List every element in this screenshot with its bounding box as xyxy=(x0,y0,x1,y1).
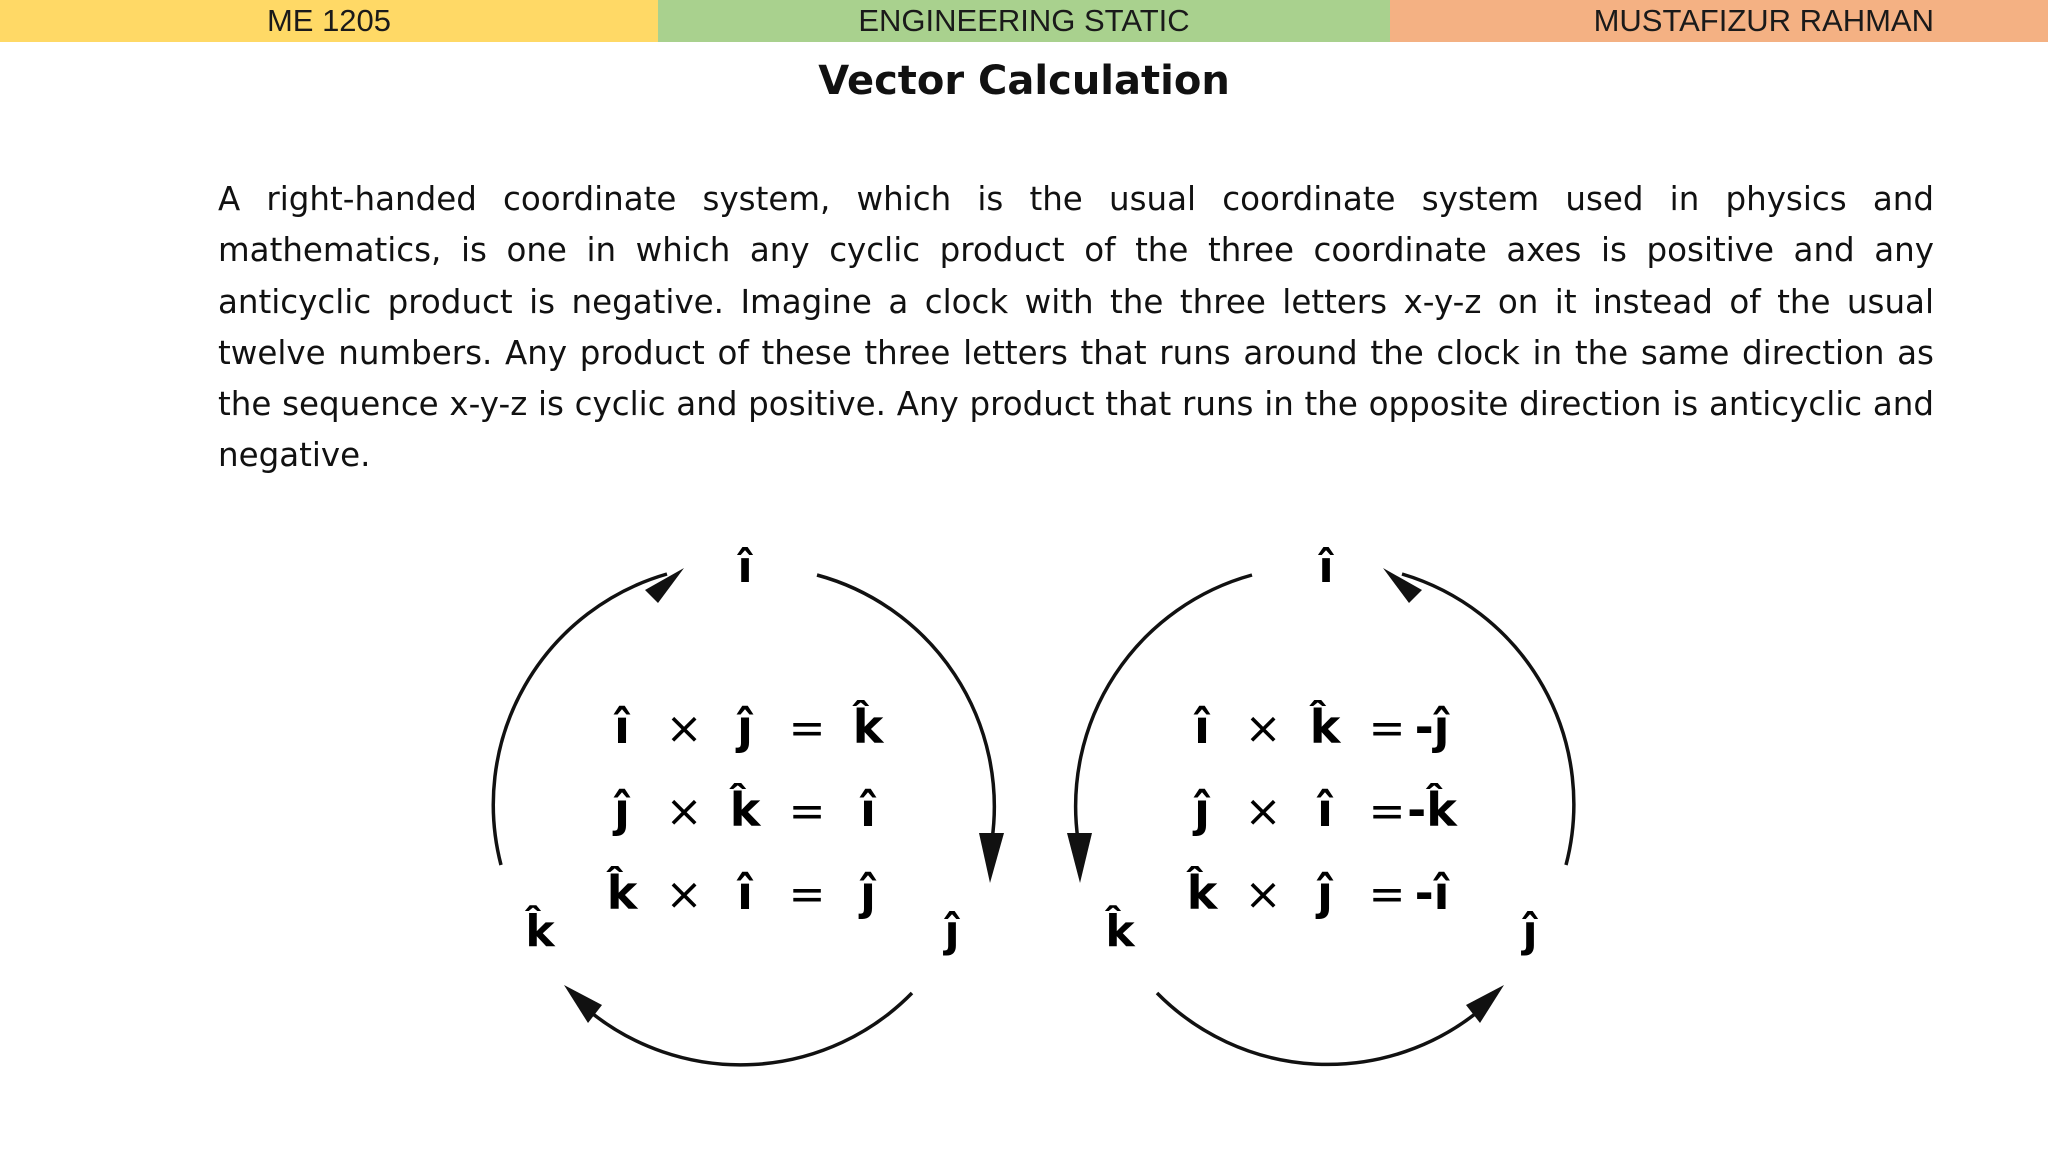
anticyclic-row1-a: î xyxy=(1194,700,1210,754)
anticyclic-row2-eq: = xyxy=(1368,786,1406,837)
anticyclic-row2-a: ĵ xyxy=(1194,783,1210,837)
header-course-name: ENGINEERING STATIC xyxy=(658,0,1390,42)
cyclic-row2-eq: = xyxy=(788,786,826,837)
anticyclic-row3-eq: = xyxy=(1368,869,1406,920)
anticyclic-row2-b: î xyxy=(1317,783,1333,837)
anticyclic-equation-row xyxy=(1192,783,1458,837)
header-course-code: ME 1205 xyxy=(0,0,658,42)
cyclic-row1-a: î xyxy=(614,700,630,754)
anticyclic-arc-left xyxy=(1076,575,1252,840)
cyclic-row3-a: k̂ xyxy=(606,866,638,920)
cyclic-label-top: î xyxy=(737,542,753,593)
cyclic-equation-row xyxy=(613,700,885,754)
anticyclic-row3-op: × xyxy=(1244,869,1282,920)
header-author: MUSTAFIZUR RAHMAN xyxy=(1390,0,2048,42)
cyclic-equation-row xyxy=(612,783,877,837)
cyclic-arrow-right xyxy=(979,833,1004,883)
anticyclic-equation-row xyxy=(1193,700,1451,754)
cyclic-row2-b: k̂ xyxy=(729,783,761,837)
anticyclic-arrow-left xyxy=(1067,833,1092,883)
anticyclic-row3-b: ĵ xyxy=(1317,866,1333,920)
anticyclic-label-top: î xyxy=(1318,542,1334,593)
anticyclic-label-left: k̂ xyxy=(1105,906,1135,957)
cyclic-row3-eq: = xyxy=(788,869,826,920)
cyclic-arc-left xyxy=(493,574,667,865)
cyclic-row1-op: × xyxy=(665,703,703,754)
anticyclic-row1-eq: = xyxy=(1368,703,1406,754)
anticyclic-row2-op: × xyxy=(1244,786,1282,837)
anticyclic-diagram xyxy=(1067,542,1574,1064)
cyclic-row2-a: ĵ xyxy=(614,783,630,837)
anticyclic-row3-r: -î xyxy=(1414,866,1450,920)
anticyclic-row2-r: -k̂ xyxy=(1407,783,1457,837)
cyclic-arc-right xyxy=(817,575,994,840)
cyclic-label-left: k̂ xyxy=(525,906,555,957)
slide-paragraph: A right-handed coordinate system, which is the usual coordinate system used in physics and mathematics, is one in which any cyclic product of the three coordinate axes is positive and any anticyclic product is negative. Imagine a clock with the three letters x-y-z on it instead of the usual twelve numbers. Any product of these three letters that runs around the clock in the same direction as the sequence x-y-z is cyclic and positive. Any product that runs in the opposite direction is anticyclic and negative. xyxy=(218,180,1934,475)
cyclic-row3-r: ĵ xyxy=(860,866,876,920)
anticyclic-row1-op: × xyxy=(1244,703,1282,754)
cyclic-row1-eq: = xyxy=(788,703,826,754)
cyclic-diagram xyxy=(493,542,1004,1065)
anticyclic-label-right: ĵ xyxy=(1522,906,1538,957)
cyclic-arc-bottom xyxy=(588,993,912,1065)
anticyclic-arc-bottom xyxy=(1157,993,1480,1064)
cyclic-row3-b: î xyxy=(737,866,753,920)
cyclic-row3-op: × xyxy=(665,869,703,920)
slide-title: Vector Calculation xyxy=(818,58,1230,104)
anticyclic-equation-row xyxy=(1186,866,1450,920)
cyclic-row1-r: k̂ xyxy=(852,700,884,754)
cyclic-row2-op: × xyxy=(665,786,703,837)
anticyclic-row1-r: -ĵ xyxy=(1414,700,1450,754)
cyclic-row2-r: î xyxy=(860,783,876,837)
anticyclic-row3-a: k̂ xyxy=(1186,866,1218,920)
cyclic-equation-row xyxy=(606,866,877,920)
cyclic-label-right: ĵ xyxy=(944,906,960,957)
cyclic-row1-b: ĵ xyxy=(737,700,753,754)
anticyclic-row1-b: k̂ xyxy=(1309,700,1341,754)
